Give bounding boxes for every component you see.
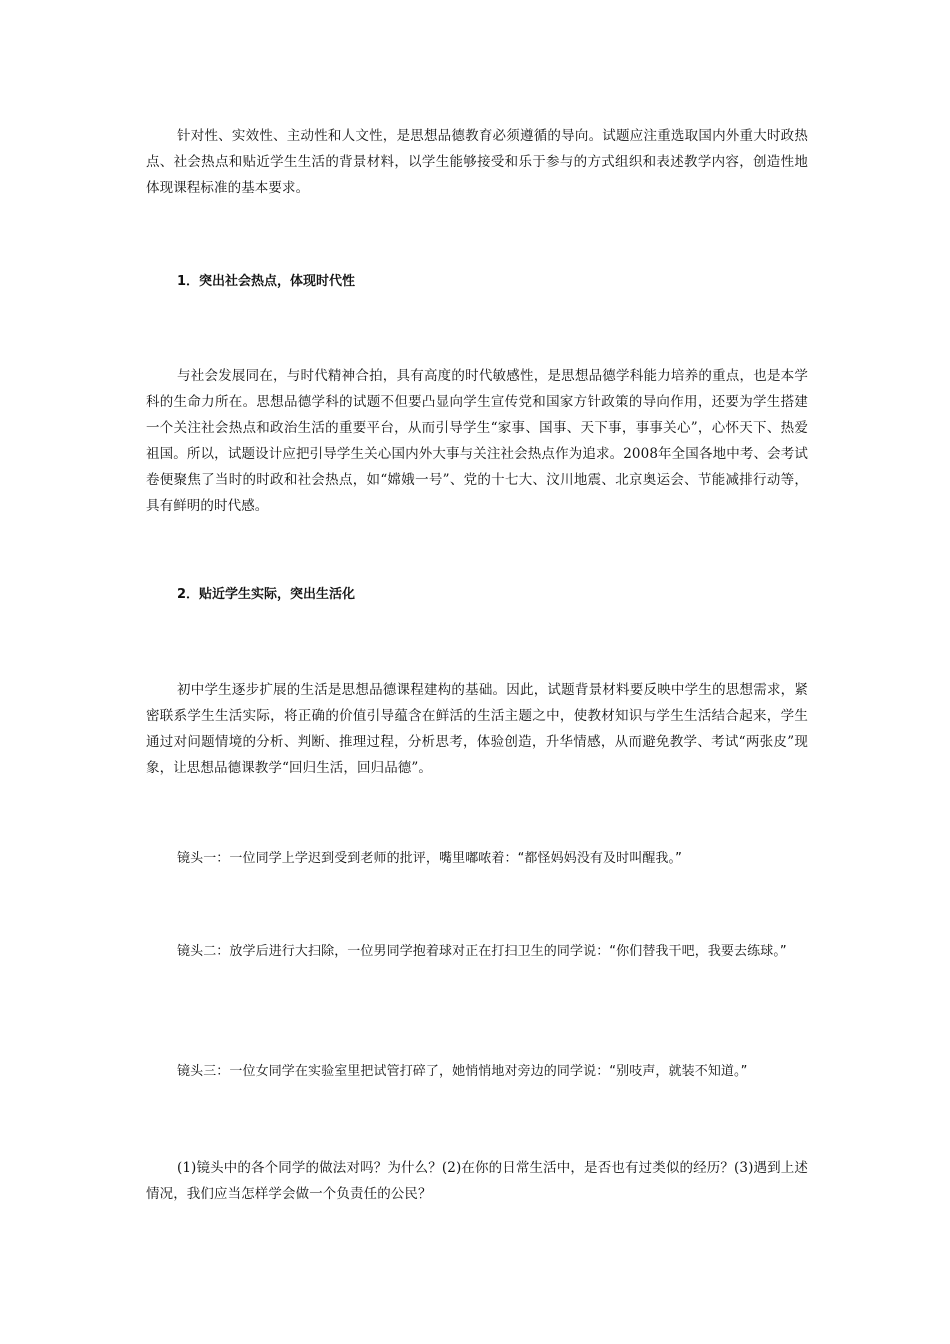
- scene-3-paragraph: 镜头三：一位女同学在实验室里把试管打碎了，她悄悄地对旁边的同学说：“别吱声，就装不知道。”: [177, 1064, 748, 1079]
- section-2-paragraph: 初中学生逐步扩展的生活是思想品德课程建构的基础。因此，试题背景材料要反映中学生的思想需求，紧密联系学生生活实际，将正确的价值引导蕴含在鲜活的生活主题之中，使教材知识与学生生活结合起来，学生通过对问题情境的分析、判断、推理过程，分析思考，体验创造，升华情感，从而避免教学、考试“两张皮”现象，让思想品德课教学“回归生活，回归品德”。: [146, 682, 808, 776]
- scene-1-paragraph: 镜头一：一位同学上学迟到受到老师的批评，嘴里嘟哝着：“都怪妈妈没有及时叫醒我。”: [177, 851, 682, 866]
- section-1-paragraph: 与社会发展同在，与时代精神合拍，具有高度的时代敏感性，是思想品德学科能力培养的重点，也是本学科的生命力所在。思想品德学科的试题不但要凸显向学生宣传党和国家方针政策的导向作用，还要为学生搭建一个关注社会热点和政治生活的重要平台，从而引导学生“家事、国事、天下事，事事关心”，心怀天下、热爱祖国。所以，试题设计应把引导学生关心国内外大事与关注社会热点作为追求。2008年全国各地中考、会考试卷便聚焦了当时的时政和社会热点，如“嫦娥一号”、党的十七大、汶川地震、北京奥运会、节能减排行动等，具有鲜明的时代感。: [146, 368, 808, 514]
- questions-paragraph: (1)镜头中的各个同学的做法对吗？为什么？(2)在你的日常生活中，是否也有过类似的经历？(3)遇到上述情况，我们应当怎样学会做一个负责任的公民？: [146, 1160, 808, 1202]
- section-2-heading: 2．贴近学生实际，突出生活化: [177, 587, 356, 602]
- scene-2-paragraph: 镜头二：放学后进行大扫除，一位男同学抱着球对正在打扫卫生的同学说：“你们替我干吧，我要去练球。”: [177, 944, 787, 959]
- section-1-heading: 1．突出社会热点，体现时代性: [177, 274, 356, 289]
- intro-paragraph: 针对性、实效性、主动性和人文性，是思想品德教育必须遵循的导向。试题应注重选取国内外重大时政热点、社会热点和贴近学生生活的背景材料，以学生能够接受和乐于参与的方式组织和表述教学内容，创造性地体现课程标准的基本要求。: [146, 128, 808, 196]
